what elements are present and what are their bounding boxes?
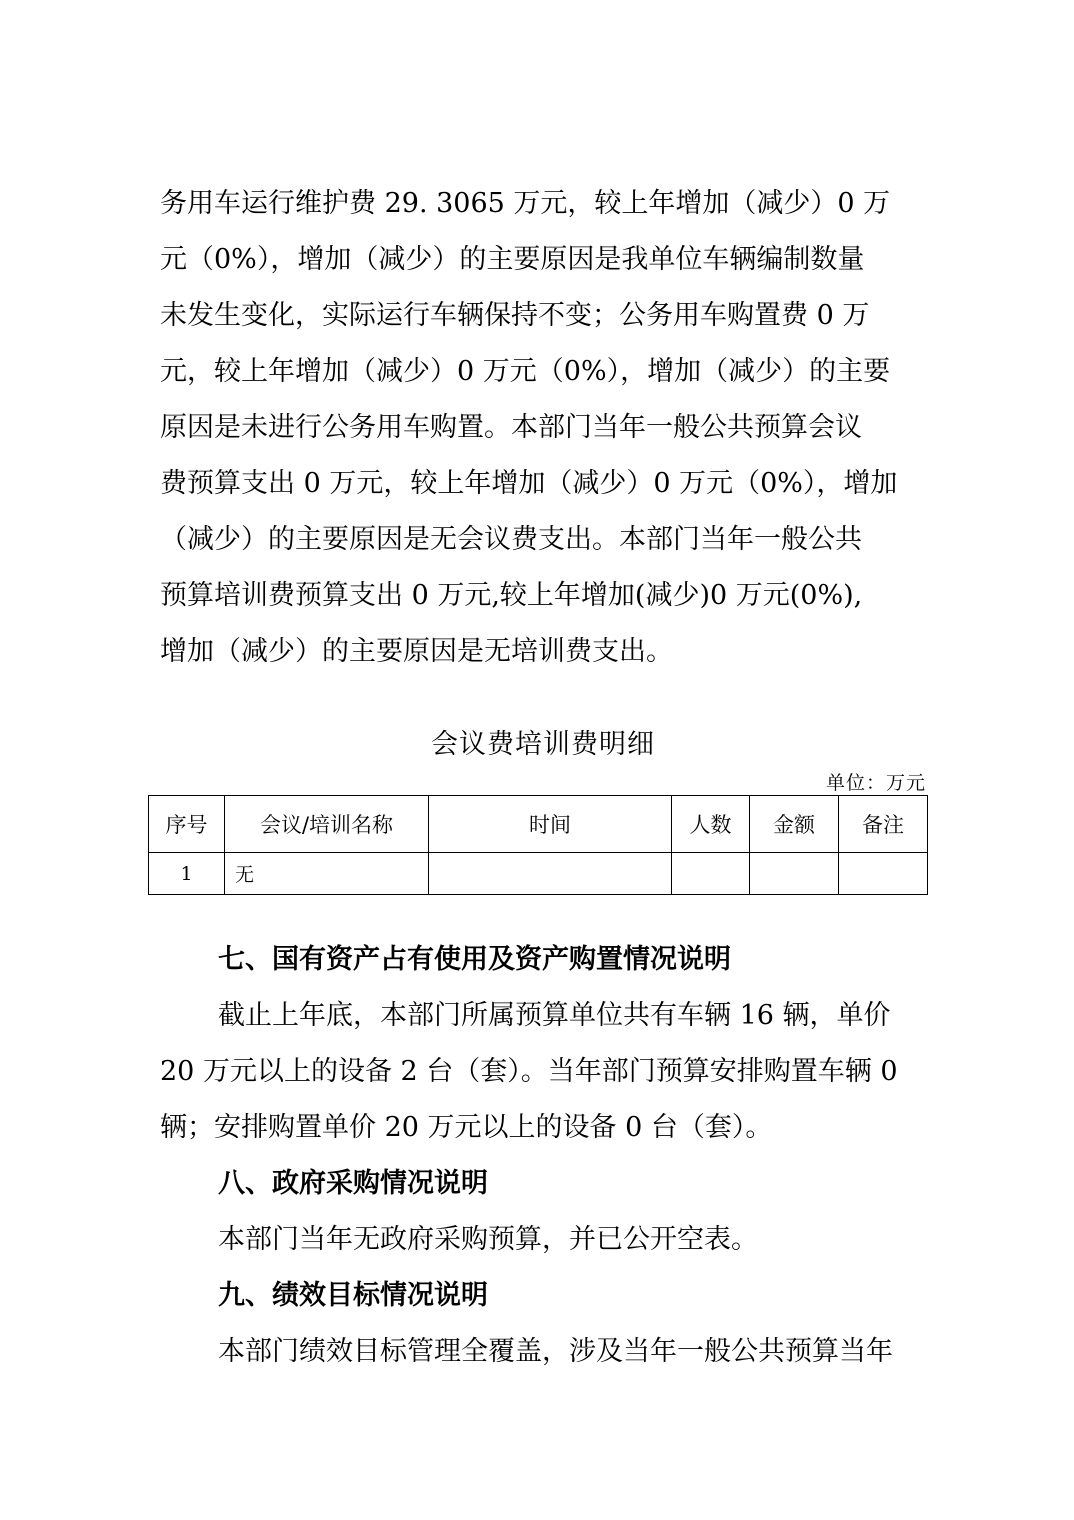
text-line: 未发生变化，实际运行车辆保持不变；公务用车购置费 0 万 [160, 300, 870, 331]
text-line: 本部门绩效目标管理全覆盖，涉及当年一般公共预算当年 [218, 1336, 893, 1367]
cell-people [672, 853, 750, 895]
section-heading-9: 九、绩效目标情况说明 [218, 1280, 488, 1311]
text-line: 务用车运行维护费 29. 3065 万元，较上年增加（减少）0 万 [160, 188, 891, 219]
cell-index: 1 [149, 853, 225, 895]
section-heading-8: 八、政府采购情况说明 [218, 1168, 488, 1199]
header-amount: 金额 [750, 796, 839, 853]
table-row [149, 853, 928, 895]
text-line: 20 万元以上的设备 2 台（套）。当年部门预算安排购置车辆 0 [160, 1056, 898, 1087]
cell-amount [750, 853, 839, 895]
fee-detail-table [148, 795, 928, 895]
text-line: 费预算支出 0 万元，较上年增加（减少）0 万元（0%），增加 [160, 468, 898, 499]
cell-time [429, 853, 672, 895]
table-header-row [149, 796, 928, 853]
header-time: 时间 [429, 796, 672, 853]
unit-label: 单位：万元 [825, 772, 926, 794]
text-line: 元，较上年增加（减少）0 万元（0%），增加（减少）的主要 [160, 356, 891, 387]
text-line: 截止上年底，本部门所属预算单位共有车辆 16 辆，单价 [218, 1000, 891, 1031]
header-remark: 备注 [839, 796, 928, 853]
text-line: 增加（减少）的主要原因是无培训费支出。 [160, 636, 673, 667]
cell-name: 无 [225, 853, 429, 895]
text-line: 辆；安排购置单价 20 万元以上的设备 0 台（套）。 [160, 1112, 773, 1143]
text-line: 本部门当年无政府采购预算，并已公开空表。 [218, 1224, 758, 1255]
text-line: （减少）的主要原因是无会议费支出。本部门当年一般公共 [160, 524, 862, 555]
header-name: 会议/培训名称 [225, 796, 429, 853]
text-line: 原因是未进行公务用车购置。本部门当年一般公共预算会议 [160, 412, 862, 443]
header-index: 序号 [149, 796, 225, 853]
header-people: 人数 [672, 796, 750, 853]
cell-remark [839, 853, 928, 895]
section-heading-7: 七、国有资产占有使用及资产购置情况说明 [218, 944, 731, 975]
text-line: 元（0%），增加（减少）的主要原因是我单位车辆编制数量 [160, 244, 865, 275]
table-title: 会议费培训费明细 [431, 729, 655, 760]
text-line: 预算培训费预算支出 0 万元,较上年增加(减少)0 万元(0%), [160, 580, 863, 611]
